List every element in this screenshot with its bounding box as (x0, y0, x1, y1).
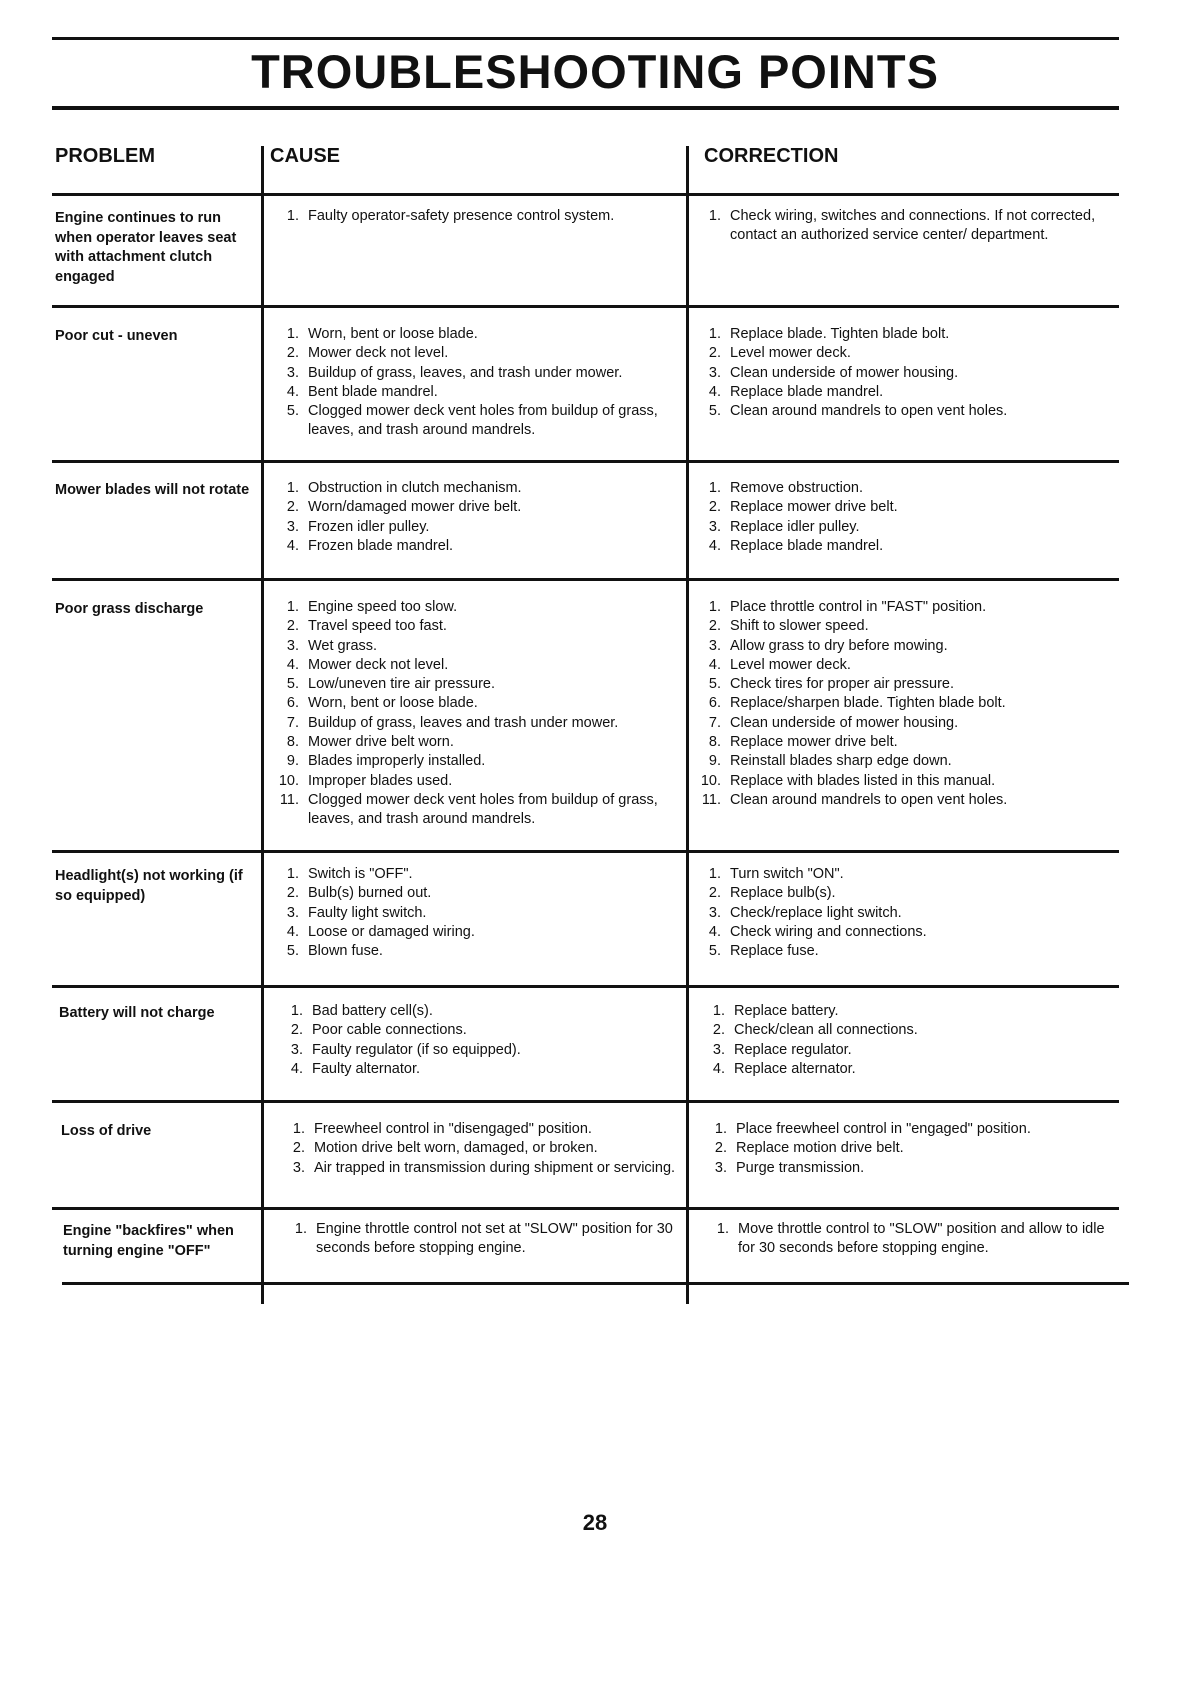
cause-list (275, 865, 675, 961)
list-item: 4 . Level mower deck. (697, 656, 1102, 675)
problem-cell: Headlight(s) not working (if so equipped) (55, 868, 243, 904)
cause-list (275, 207, 675, 226)
list-item: 1 . Engine speed too slow. (275, 598, 675, 617)
correction-text: Replace mower drive belt. (730, 499, 898, 516)
list-item: 1 . Worn, bent or loose blade. (275, 325, 675, 344)
problem-cell: Mower blades will not rotate (55, 482, 250, 498)
header-problem: PROBLEM (55, 145, 155, 167)
list-item: 2 . Level mower deck. (697, 344, 1102, 363)
list-item: 5 . Check tires for proper air pressure. (697, 675, 1102, 694)
correction-list (703, 1120, 1108, 1178)
cause-list (275, 325, 675, 441)
row-separator (52, 850, 1119, 853)
correction-text: Replace idler pulley. (730, 518, 860, 535)
row-separator (52, 985, 1119, 988)
cause-text: Frozen blade mandrel. (308, 537, 454, 554)
row-separator (52, 1100, 1119, 1103)
cause-text: Frozen idler pulley. (308, 518, 430, 535)
cause-text: Low/uneven tire air pressure. (308, 676, 495, 693)
problem-cell: Loss of drive (61, 1123, 152, 1139)
correction-list (705, 1220, 1105, 1259)
cause-text: Buildup of grass, leaves and trash under mower. (308, 714, 619, 731)
list-item: 9 . Reinstall blades sharp edge down. (697, 752, 1102, 771)
cause-text: Wet grass. (308, 637, 378, 654)
list-item: 7 . Buildup of grass, leaves and trash under mower. (275, 714, 675, 733)
row-separator (52, 193, 1119, 196)
cause-text: Bulb(s) burned out. (308, 885, 432, 902)
row-separator (52, 460, 1119, 463)
cause-list (279, 1002, 679, 1079)
problem-cell: Battery will not charge (59, 1005, 215, 1021)
correction-text: Replace alternator. (734, 1060, 856, 1077)
correction-text: Check wiring and connections. (730, 923, 927, 940)
cause-text: Improper blades used. (308, 772, 453, 789)
list-item: 3 . Purge transmission. (703, 1159, 1108, 1178)
cause-text: Engine speed too slow. (308, 599, 458, 615)
list-item: 1 . Remove obstruction. (697, 479, 1102, 498)
cause-text: Bad battery cell(s). (312, 1003, 433, 1019)
cause-text: Engine throttle control not set at "SLOW" position for 30 seconds before stopping engine. (316, 1221, 673, 1257)
list-item: 3 . Frozen idler pulley. (275, 518, 675, 537)
cause-list (275, 479, 675, 556)
list-item: 2 . Mower deck not level. (275, 344, 675, 363)
list-item: 10 . Replace with blades listed in this manual. (697, 772, 1102, 791)
cause-text: Faulty alternator. (312, 1060, 420, 1077)
list-item: 11 . Clean around mandrels to open vent holes. (697, 791, 1102, 810)
cause-text: Travel speed too fast. (308, 618, 447, 635)
list-item: 2 . Replace motion drive belt. (703, 1139, 1108, 1158)
correction-text: Move throttle control to "SLOW" position and allow to idle for 30 seconds before stopping engine. (738, 1221, 1105, 1257)
list-item: 3 . Replace idler pulley. (697, 518, 1102, 537)
correction-text: Check/replace light switch. (730, 904, 902, 921)
list-item: 1 . Freewheel control in "disengaged" position. (281, 1120, 681, 1139)
list-item: 3 . Wet grass. (275, 637, 675, 656)
list-item: 2 . Motion drive belt worn, damaged, or broken. (281, 1139, 681, 1158)
correction-text: Replace/sharpen blade. Tighten blade bolt. (730, 695, 1006, 712)
list-item: 3 . Clean underside of mower housing. (697, 364, 1102, 383)
list-item: 2 . Check/clean all connections. (701, 1021, 1106, 1040)
cause-text: Mower deck not level. (308, 656, 449, 673)
row-separator (52, 305, 1119, 308)
cause-text: Poor cable connections. (312, 1022, 467, 1039)
title-top-rule (52, 37, 1119, 40)
list-item: 11 . Clogged mower deck vent holes from buildup of grass, leaves, and trash around mandrels. (275, 791, 675, 830)
correction-text: Place freewheel control in "engaged" position. (736, 1121, 1031, 1137)
cause-text: Blown fuse. (308, 943, 383, 960)
correction-text: Place throttle control in "FAST" position. (730, 599, 987, 615)
list-item: 1 . Engine throttle control not set at "SLOW" position for 30 seconds before stopping engine. (283, 1220, 683, 1259)
correction-list (701, 1002, 1106, 1079)
list-item: 2 . Replace bulb(s). (697, 884, 1102, 903)
list-item: 1 . Check wiring, switches and connections. If not corrected, contact an authorized service center/ department. (697, 207, 1102, 246)
list-item: 4 . Check wiring and connections. (697, 923, 1102, 942)
row-separator (52, 1207, 1119, 1210)
list-item: 5 . Clogged mower deck vent holes from buildup of grass, leaves, and trash around mandrels. (275, 402, 675, 441)
list-item: 2 . Worn/damaged mower drive belt. (275, 498, 675, 517)
list-item: 8 . Replace mower drive belt. (697, 733, 1102, 752)
list-item: 1 . Place freewheel control in "engaged" position. (703, 1120, 1108, 1139)
divider-cause-correction (686, 146, 689, 1304)
list-item: 1 . Replace blade. Tighten blade bolt. (697, 325, 1102, 344)
list-item: 4 . Replace blade mandrel. (697, 383, 1102, 402)
correction-text: Replace battery. (734, 1003, 839, 1019)
problem-cell: Poor cut - uneven (55, 328, 178, 344)
list-item: 1 . Replace battery. (701, 1002, 1106, 1021)
correction-text: Shift to slower speed. (730, 618, 869, 635)
correction-text: Check/clean all connections. (734, 1022, 918, 1039)
cause-text: Faulty regulator (if so equipped). (312, 1041, 521, 1058)
cause-text: Freewheel control in "disengaged" position. (314, 1121, 592, 1137)
correction-text: Level mower deck. (730, 656, 851, 673)
list-item: 5 . Low/uneven tire air pressure. (275, 675, 675, 694)
list-item: 1 . Obstruction in clutch mechanism. (275, 479, 675, 498)
list-item: 1 . Faulty operator-safety presence control system. (275, 207, 675, 226)
correction-text: Reinstall blades sharp edge down. (730, 753, 952, 770)
list-item: 1 . Bad battery cell(s). (279, 1002, 679, 1021)
page-number: 28 (582, 1510, 608, 1535)
cause-text: Worn, bent or loose blade. (308, 326, 478, 342)
correction-text: Replace blade. Tighten blade bolt. (730, 326, 950, 342)
list-item: 2 . Shift to slower speed. (697, 617, 1102, 636)
correction-text: Replace mower drive belt. (730, 734, 898, 751)
list-item: 9 . Blades improperly installed. (275, 752, 675, 771)
title-bottom-rule (52, 106, 1119, 110)
correction-text: Remove obstruction. (730, 480, 863, 496)
correction-list (697, 598, 1102, 810)
list-item: 1 . Turn switch "ON". (697, 865, 1102, 884)
list-item: 4 . Replace blade mandrel. (697, 537, 1102, 556)
correction-text: Replace fuse. (730, 943, 819, 960)
cause-text: Clogged mower deck vent holes from buildup of grass, leaves, and trash around mandrels. (308, 403, 658, 439)
cause-text: Buildup of grass, leaves, and trash under mower. (308, 364, 623, 381)
correction-text: Clean around mandrels to open vent holes. (730, 403, 1008, 420)
problem-cell: Engine continues to run when operator leaves seat with attachment clutch engaged (55, 210, 237, 285)
correction-text: Clean around mandrels to open vent holes. (730, 791, 1008, 808)
header-cause: CAUSE (270, 145, 341, 167)
list-item: 4 . Bent blade mandrel. (275, 383, 675, 402)
cause-text: Faulty operator-safety presence control system. (308, 208, 615, 224)
list-item: 4 . Frozen blade mandrel. (275, 537, 675, 556)
cause-list (283, 1220, 683, 1259)
correction-list (697, 865, 1102, 961)
list-item: 6 . Replace/sharpen blade. Tighten blade bolt. (697, 694, 1102, 713)
cause-list (275, 598, 675, 830)
cause-list (281, 1120, 681, 1178)
correction-text: Replace blade mandrel. (730, 383, 884, 400)
correction-text: Turn switch "ON". (730, 866, 844, 882)
cause-text: Blades improperly installed. (308, 753, 486, 770)
list-item: 3 . Air trapped in transmission during shipment or servicing. (281, 1159, 681, 1178)
list-item: 3 . Faulty regulator (if so equipped). (279, 1041, 679, 1060)
problem-cell: Engine "backfires" when turning engine "OFF" (63, 1223, 234, 1259)
list-item: 2 . Poor cable connections. (279, 1021, 679, 1040)
correction-text: Check tires for proper air pressure. (730, 676, 955, 693)
cause-text: Motion drive belt worn, damaged, or broken. (314, 1140, 598, 1157)
correction-text: Allow grass to dry before mowing. (730, 637, 948, 654)
correction-list (697, 207, 1102, 246)
cause-text: Mower deck not level. (308, 345, 449, 362)
header-correction: CORRECTION (704, 145, 839, 167)
correction-list (697, 325, 1102, 421)
correction-text: Level mower deck. (730, 345, 851, 362)
list-item: 3 . Faulty light switch. (275, 904, 675, 923)
list-item: 4 . Mower deck not level. (275, 656, 675, 675)
cause-text: Worn, bent or loose blade. (308, 695, 478, 712)
cause-text: Switch is "OFF". (308, 866, 413, 882)
cause-text: Mower drive belt worn. (308, 734, 454, 751)
correction-text: Replace motion drive belt. (736, 1140, 904, 1157)
correction-text: Replace with blades listed in this manual. (730, 772, 996, 789)
list-item: 1 . Switch is "OFF". (275, 865, 675, 884)
cause-text: Obstruction in clutch mechanism. (308, 480, 522, 496)
list-item: 4 . Faulty alternator. (279, 1060, 679, 1079)
list-item: 1 . Move throttle control to "SLOW" position and allow to idle for 30 seconds before stopping engine. (705, 1220, 1105, 1259)
list-item: 5 . Replace fuse. (697, 942, 1102, 961)
correction-text: Clean underside of mower housing. (730, 714, 959, 731)
list-item: 10 . Improper blades used. (275, 772, 675, 791)
row-separator (52, 578, 1119, 581)
cause-text: Bent blade mandrel. (308, 383, 438, 400)
list-item: 2 . Bulb(s) burned out. (275, 884, 675, 903)
list-item: 6 . Worn, bent or loose blade. (275, 694, 675, 713)
list-item: 7 . Clean underside of mower housing. (697, 714, 1102, 733)
list-item: 2 . Travel speed too fast. (275, 617, 675, 636)
cause-text: Loose or damaged wiring. (308, 923, 475, 940)
list-item: 3 . Buildup of grass, leaves, and trash under mower. (275, 364, 675, 383)
correction-text: Purge transmission. (736, 1159, 865, 1176)
list-item: 3 . Allow grass to dry before mowing. (697, 637, 1102, 656)
list-item: 4 . Replace alternator. (701, 1060, 1106, 1079)
list-item: 5 . Clean around mandrels to open vent holes. (697, 402, 1102, 421)
correction-text: Replace bulb(s). (730, 885, 836, 902)
list-item: 2 . Replace mower drive belt. (697, 498, 1102, 517)
cause-text: Faulty light switch. (308, 904, 427, 921)
problem-cell: Poor grass discharge (55, 601, 204, 617)
list-item: 5 . Blown fuse. (275, 942, 675, 961)
table-bottom-rule (62, 1282, 1129, 1285)
page-title: TROUBLESHOOTING POINTS (251, 45, 939, 98)
list-item: 3 . Replace regulator. (701, 1041, 1106, 1060)
cause-text: Clogged mower deck vent holes from buildup of grass, leaves, and trash around mandrels. (308, 791, 658, 828)
list-item: 3 . Check/replace light switch. (697, 904, 1102, 923)
correction-list (697, 479, 1102, 556)
correction-text: Clean underside of mower housing. (730, 364, 959, 381)
cause-text: Air trapped in transmission during shipment or servicing. (314, 1159, 676, 1176)
list-item: 8 . Mower drive belt worn. (275, 733, 675, 752)
list-item: 1 . Place throttle control in "FAST" position. (697, 598, 1102, 617)
cause-text: Worn/damaged mower drive belt. (308, 499, 522, 516)
correction-text: Replace regulator. (734, 1041, 852, 1058)
correction-text: Check wiring, switches and connections. If not corrected, contact an authorized service center/ department. (730, 208, 1096, 244)
correction-text: Replace blade mandrel. (730, 537, 884, 554)
list-item: 4 . Loose or damaged wiring. (275, 923, 675, 942)
